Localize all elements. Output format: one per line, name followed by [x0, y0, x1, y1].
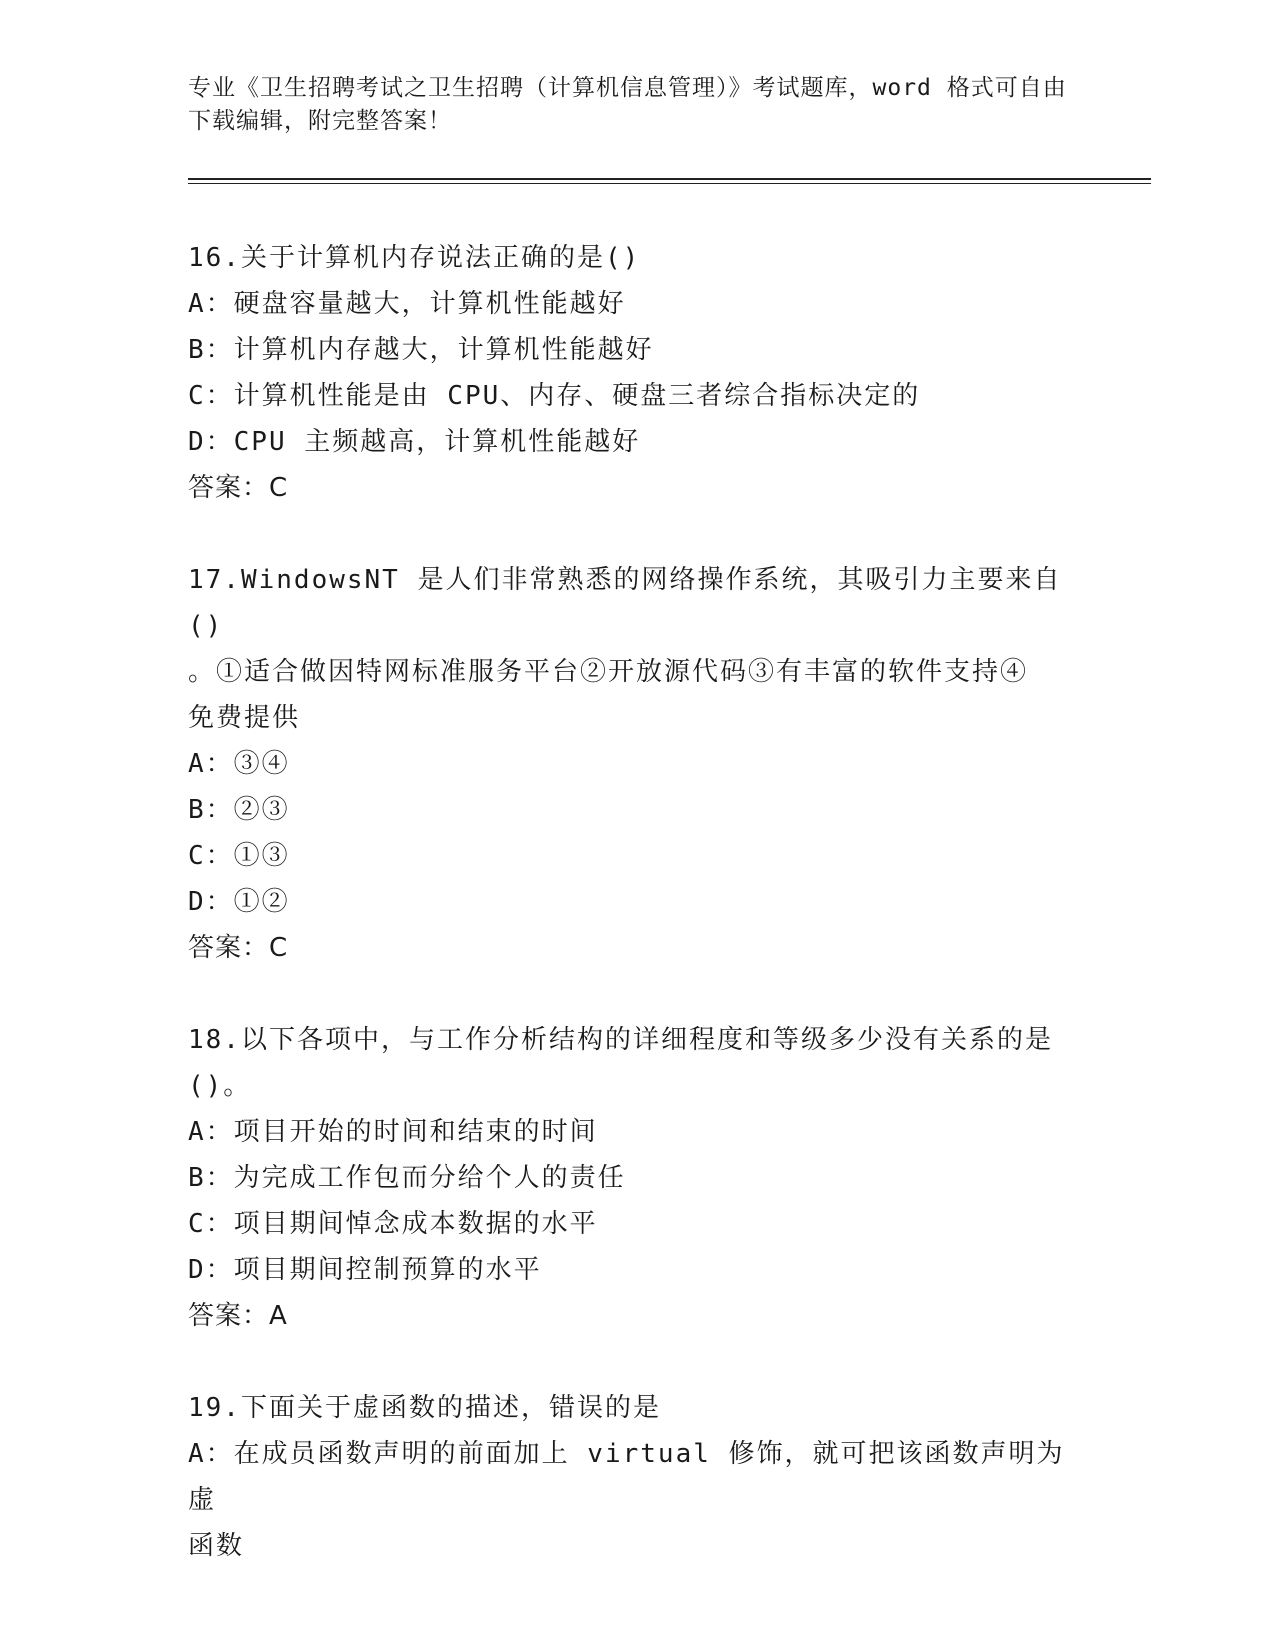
option-a: A：硬盘容量越大，计算机性能越好 — [188, 289, 626, 319]
option-d: D：CPU 主频越高，计算机性能越好 — [188, 427, 641, 457]
option-b: B：计算机内存越大，计算机性能越好 — [188, 335, 654, 365]
answer: 答案：A — [188, 1301, 288, 1331]
question-16 — [188, 235, 1088, 511]
option-a: A：在成员函数声明的前面加上 virtual 修饰，就可把该函数声明为虚 — [188, 1439, 1065, 1515]
question-stem-continued: 免费提供 — [188, 703, 301, 733]
question-17 — [188, 557, 1088, 971]
answer: 答案：C — [188, 473, 289, 503]
option-b: B：②③ — [188, 795, 290, 825]
question-19 — [188, 1385, 1088, 1569]
option-c: C：①③ — [188, 841, 290, 871]
question-stem-continued: 。①适合做因特网标准服务平台②开放源代码③有丰富的软件支持④ — [188, 657, 1029, 687]
document-header: 专业《卫生招聘考试之卫生招聘（计算机信息管理）》考试题库，word 格式可自由下载编辑，附完整答案！ — [188, 75, 1067, 134]
question-list — [188, 235, 1088, 1615]
question-stem: 16.关于计算机内存说法正确的是() — [188, 243, 641, 273]
option-c: C：项目期间悼念成本数据的水平 — [188, 1209, 598, 1239]
answer: 答案：C — [188, 933, 289, 963]
option-a: A：③④ — [188, 749, 290, 779]
header-rule-thick — [188, 178, 1151, 180]
option-a: A：项目开始的时间和结束的时间 — [188, 1117, 598, 1147]
question-stem: 17.WindowsNT 是人们非常熟悉的网络操作系统，其吸引力主要来自() — [188, 565, 1062, 641]
header-rule-thin — [188, 183, 1151, 184]
option-b: B：为完成工作包而分给个人的责任 — [188, 1163, 626, 1193]
option-d: D：①② — [188, 887, 290, 917]
question-stem: 18.以下各项中，与工作分析结构的详细程度和等级多少没有关系的是 — [188, 1025, 1053, 1055]
option-a-continued: 函数 — [188, 1531, 245, 1561]
question-18 — [188, 1017, 1088, 1339]
option-c: C：计算机性能是由 CPU、内存、硬盘三者综合指标决定的 — [188, 381, 921, 411]
question-stem: 19.下面关于虚函数的描述，错误的是 — [188, 1393, 661, 1423]
question-stem-continued: ()。 — [188, 1071, 252, 1101]
option-d: D：项目期间控制预算的水平 — [188, 1255, 542, 1285]
